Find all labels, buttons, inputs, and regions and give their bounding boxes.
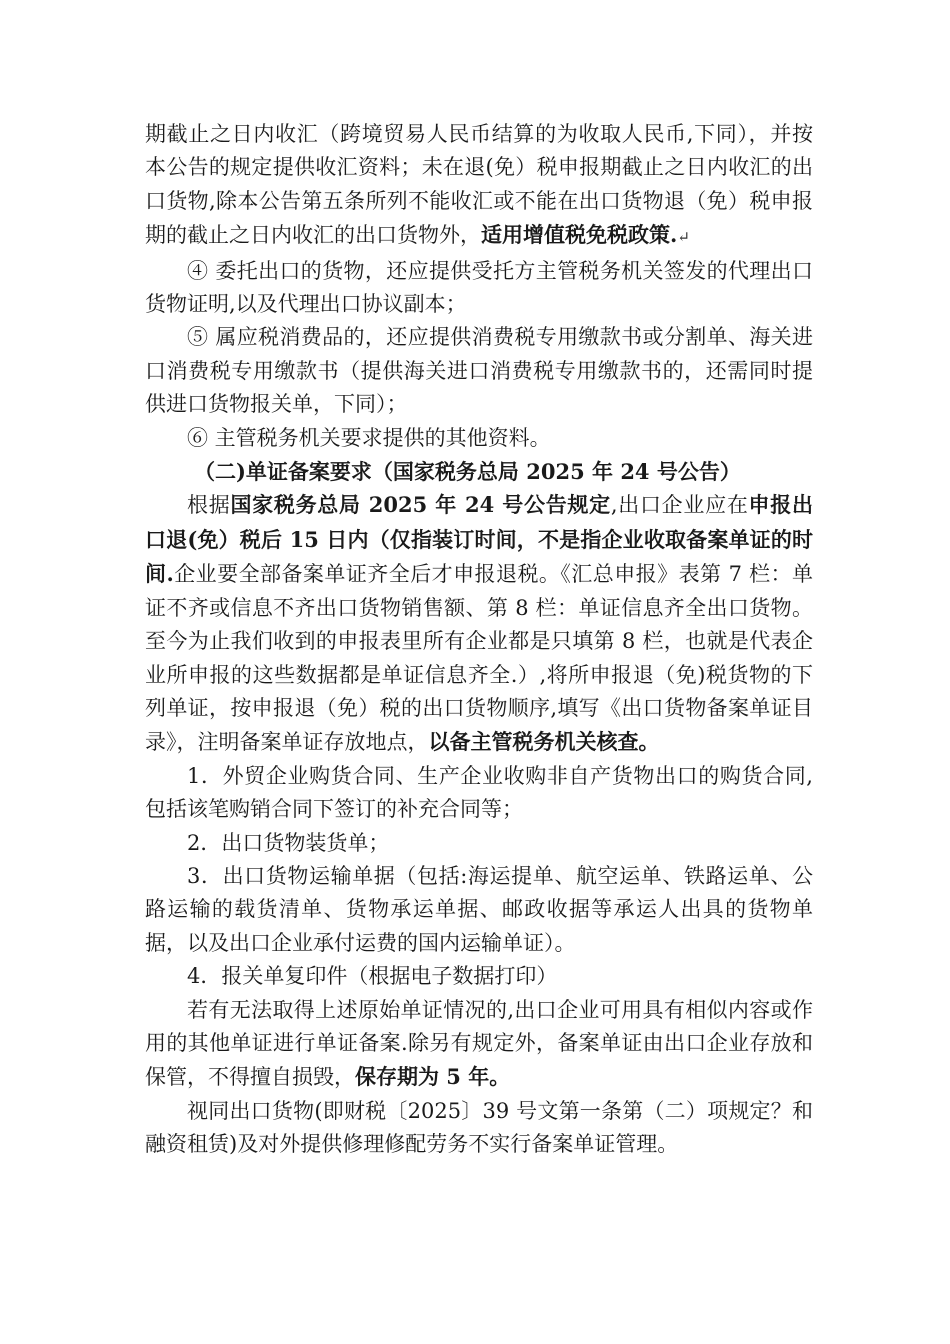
paragraph-collection-deadline [145, 118, 813, 255]
list-item-purchase-contract: 1．外贸企业购货合同、生产企业收购非自产货物出口的购货合同,包括该笔购销合同下签订的补充合同等； [145, 763, 813, 822]
list-item-customs-copy: 4．报关单复印件（根据电子数据打印） [187, 964, 558, 989]
paragraph-mark-icon: ↵ [677, 228, 690, 247]
bold-emphasis: 国家税务总局 2025 年 24 号公告规定 [230, 492, 611, 518]
list-item-transport-documents: 3．出口货物运输单据（包括:海运提单、航空运单、铁路运单、公路运输的载货清单、货物承运单据、邮政收据等承运人出具的货物单据，以及出口企业承付运费的国内运输单证）。 [145, 863, 813, 955]
section-heading: （二)单证备案要求（国家税务总局 2025 年 24 号公告） [194, 459, 741, 485]
bold-emphasis: 适用增值税免税政策. [481, 222, 678, 248]
document-page [145, 118, 813, 1162]
paragraph-text: ,出口企业应在 [610, 493, 749, 518]
paragraph-text: 企业要全部备案单证齐全后才申报退税。《汇总申报》表第 7 栏：单证不齐或信息不齐出口货物销售额、第 8 栏：单证信息齐全出口货物。至今为止我们收到的申报表里所有企业都是只填第 8 栏，也就是代表企业所申报的这些数据都是单证信息齐全.）,将所申报退（免)税货物的下列单证，按申报退（免）税的出口货物顺序,填写《出口货物备案单证目录》，注明备案单证存放地点， [145, 562, 813, 755]
list-item-other-materials: ⑥ 主管税务机关要求提供的其他资料。 [187, 425, 551, 450]
paragraph-deemed-export: 视同出口货物(即财税〔2025〕39 号文第一条第（二）项规定？和融资租赁)及对外提供修理修配劳务不实行备案单证管理。 [145, 1098, 813, 1157]
bold-emphasis: 申报出口退(免）税后 15 日内（仅指装订时间，不是指企业收取备案单证的时间. [145, 492, 813, 587]
paragraph-alternative-documents [145, 994, 813, 1095]
bold-emphasis: 保存期为 5 年。 [355, 1064, 511, 1090]
paragraph-text: 期截止之日内收汇（跨境贸易人民币结算的为收取人民币,下同），并按本公告的规定提供收汇资料；未在退(免）税申报期截止之日内收汇的出口货物,除本公告第五条所列不能收汇或不能在出口货物退（免）税申报期的截止之日内收汇的出口货物外， [145, 122, 813, 248]
list-item-entrusted-export: ④ 委托出口的货物，还应提供受托方主管税务机关签发的代理出口货物证明,以及代理出口协议副本； [145, 258, 813, 317]
paragraph-text: 根据 [187, 493, 231, 518]
bold-emphasis: 以备主管税务机关核查。 [428, 729, 660, 755]
paragraph-filing-requirements [145, 488, 813, 759]
paragraph-text: 若有无法取得上述原始单证情况的,出口企业可用具有相似内容或作用的其他单证进行单证备案.除另有规定外，备案单证由出口企业存放和保管，不得擅自损毁， [145, 997, 813, 1090]
list-item-consumption-tax: ⑤ 属应税消费品的，还应提供消费税专用缴款书或分割单、海关进口消费税专用缴款书（提供海关进口消费税专用缴款书的，还需同时提供进口货物报关单，下同）； [145, 325, 813, 417]
list-item-loading-bill: 2．出口货物装货单； [187, 830, 390, 855]
